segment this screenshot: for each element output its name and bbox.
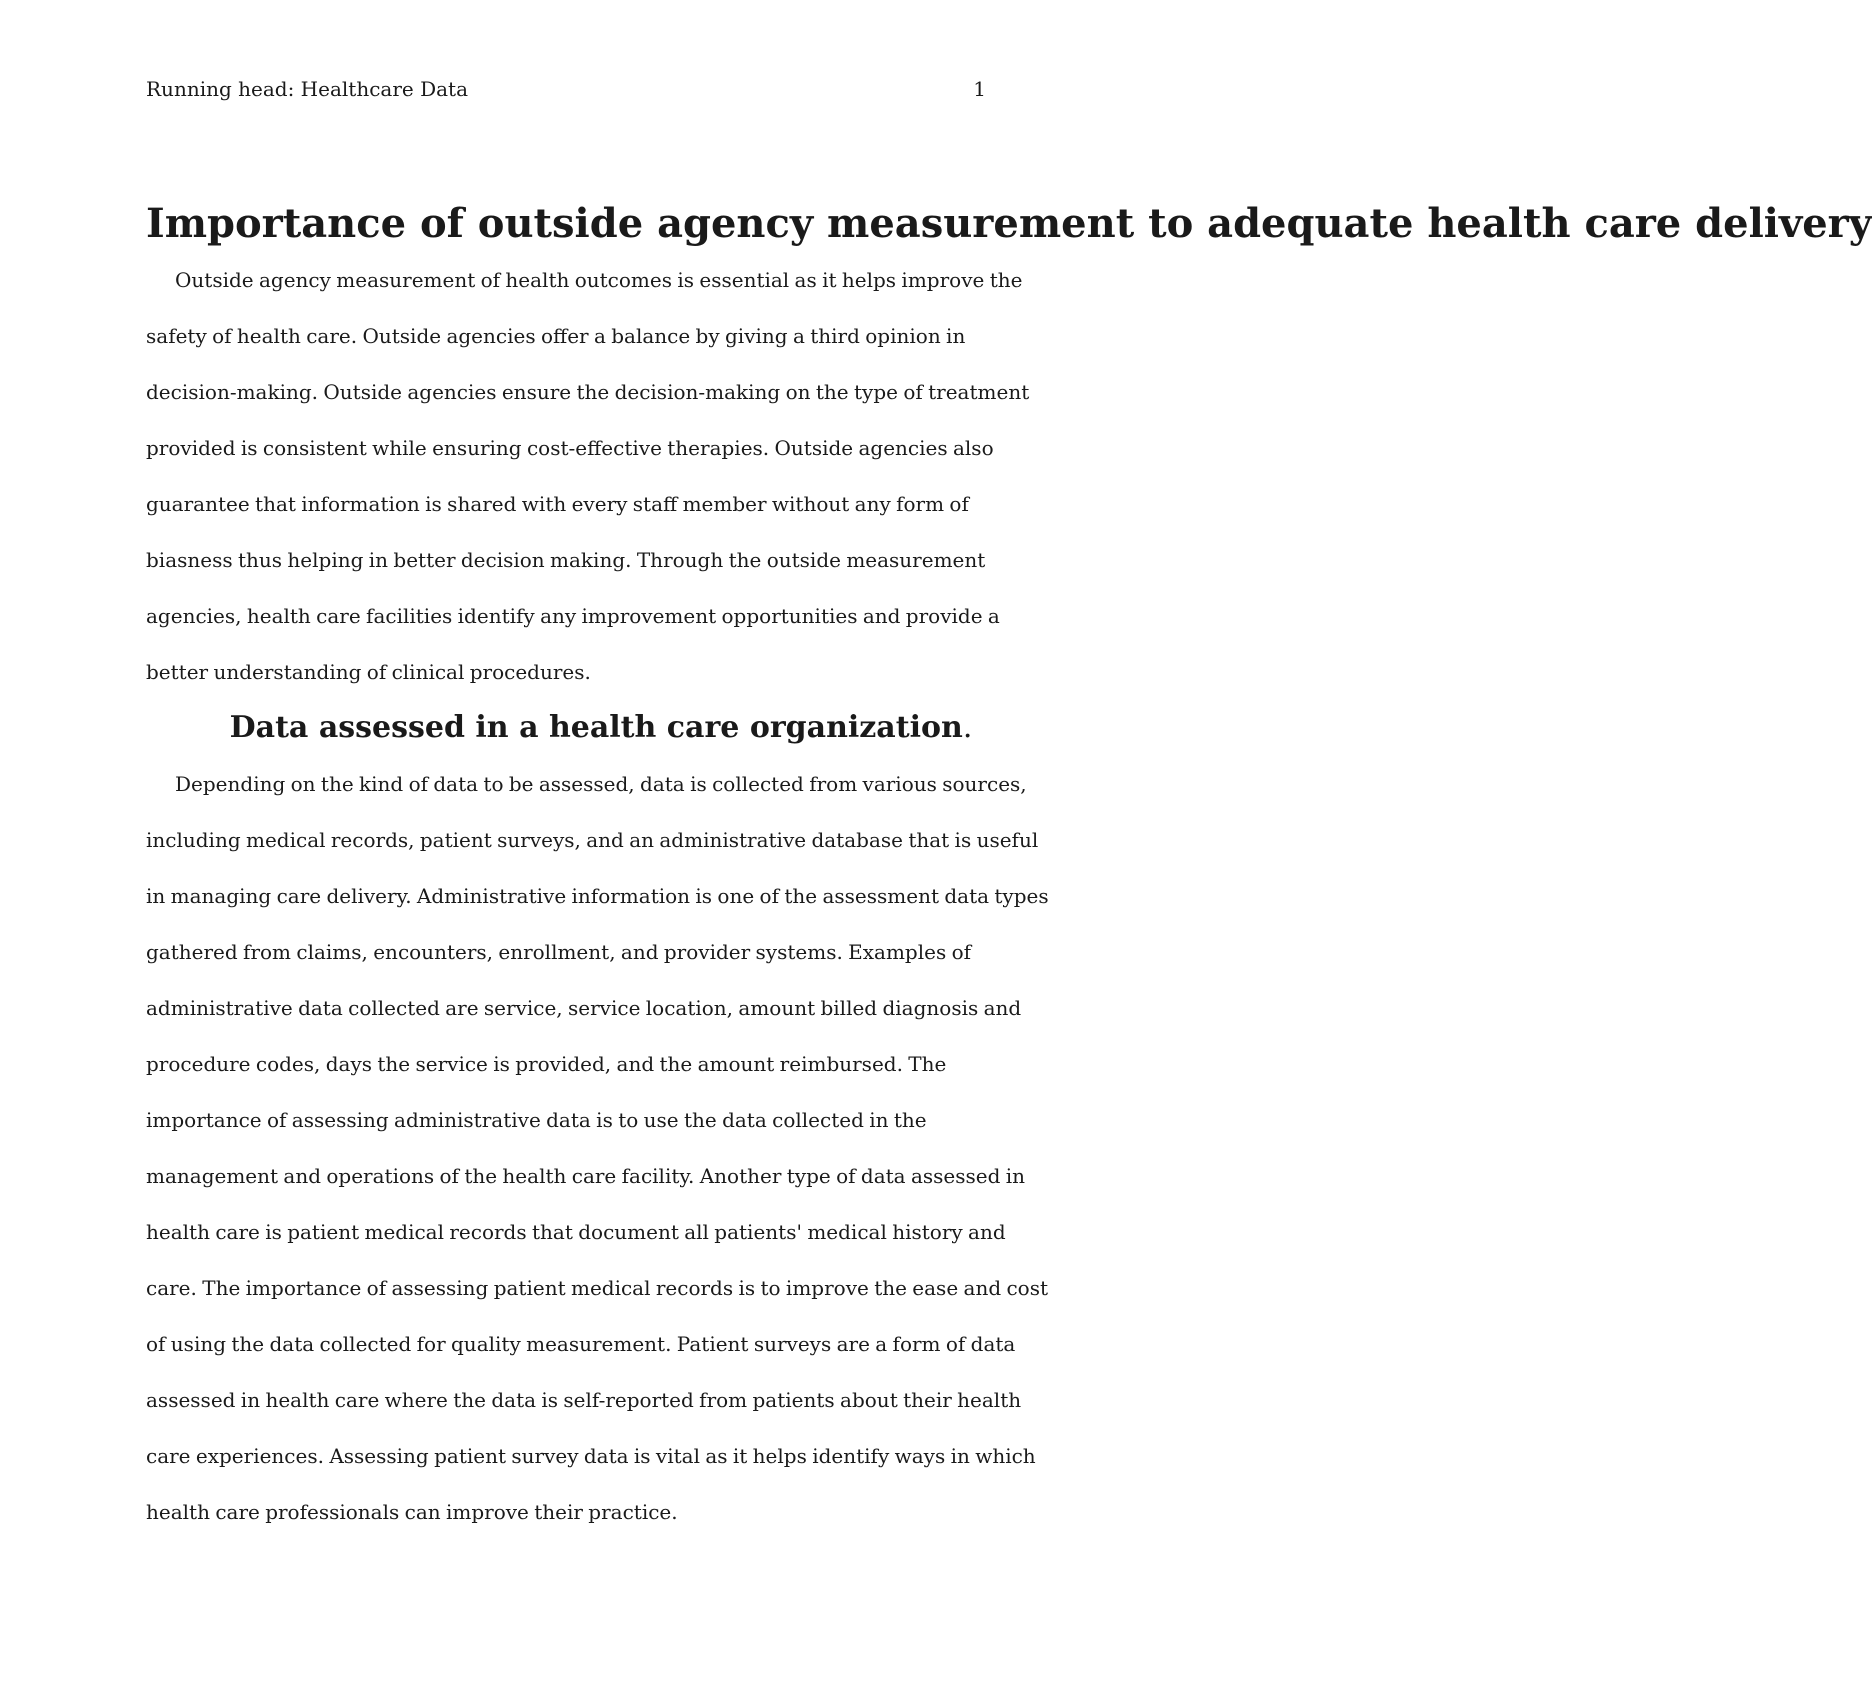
section-heading-data-assessed xyxy=(146,700,1056,756)
section-heading-text: Data assessed in a health care organization xyxy=(229,710,963,745)
running-head-title: Running head: Healthcare Data xyxy=(146,77,468,101)
document-body xyxy=(146,196,1872,1540)
paragraph-importance: Outside agency measurement of health outcomes is essential as it helps improve the safety of health care. Outside agencies offer a balance by giving a third opinion in decision-making. Outside agencies ensure the decision-making on the type of treatment provided is consistent while ensuring cost-effective therapies. Outside agencies also guarantee that information is shared with every staff member without any form of biasness thus helping in better decision making. Through the outside measurement agencies, health care facilities identify any improvement opportunities and provide a better understanding of clinical procedures. xyxy=(146,268,1030,684)
page-number: 1 xyxy=(973,77,986,101)
running-head xyxy=(146,74,986,104)
section-heading-text: Importance of outside agency measurement to adequate health care delivery xyxy=(146,200,1872,247)
paragraph-data-assessed: Depending on the kind of data to be assessed, data is collected from various sources, including medical records, patient surveys, and an administrative database that is useful in managing care delivery. Administrative information is one of the assessment data types gathered from claims, encounters, enrollment, and provider systems. Examples of administrative data collected are service, service location, amount billed diagnosis and procedure codes, days the service is provided, and the amount reimbursed. The importance of assessing administrative data is to use the data collected in the management and operations of the health care facility. Another type of data assessed in health care is patient medical records that document all patients' medical history and care. The importance of assessing patient medical records is to improve the ease and cost of using the data collected for quality measurement. Patient surveys are a form of data assessed in health care where the data is self-reported from patients about their health care experiences. Assessing patient survey data is vital as it helps identify ways in which health care professionals can improve their practice. xyxy=(146,772,1049,1524)
section-heading-suffix: . xyxy=(962,710,973,745)
section-heading-importance xyxy=(146,196,1872,252)
